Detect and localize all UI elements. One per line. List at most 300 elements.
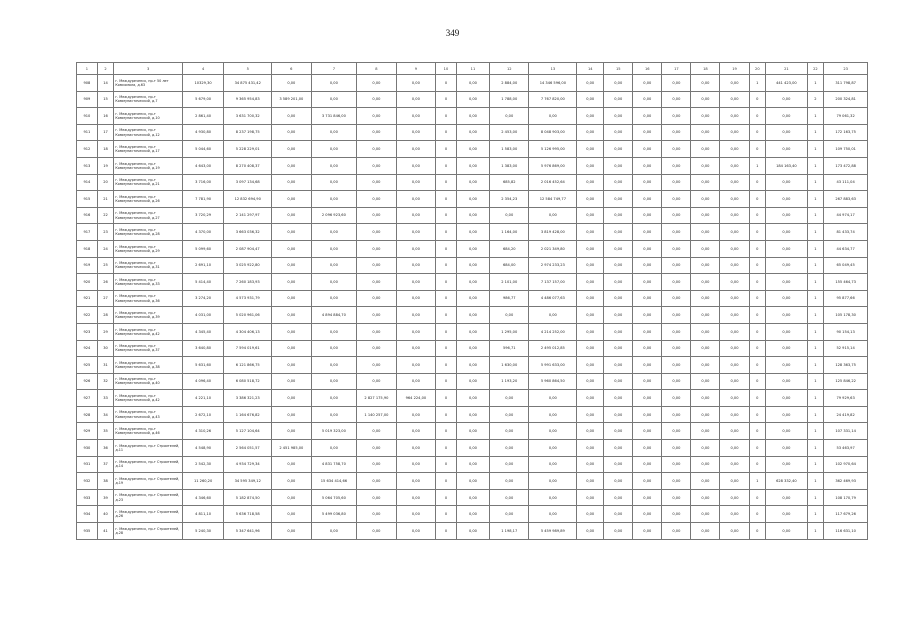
table-cell: 0,00 <box>633 357 662 374</box>
table-cell: 0,00 <box>691 390 720 407</box>
table-cell: 1 <box>807 406 824 423</box>
table-cell: 25 <box>97 257 114 274</box>
table-cell: 4 831 758,70 <box>311 456 357 473</box>
table-cell: 913 <box>77 157 98 174</box>
table-cell: 0,00 <box>490 108 529 125</box>
table-row <box>77 340 868 357</box>
table-cell: 0,00 <box>396 290 435 307</box>
table-cell: 0,00 <box>662 323 691 340</box>
address-cell: г. Междуреченск, пр-т Строителей, д.14 <box>114 456 183 473</box>
table-cell: 0,00 <box>691 506 720 523</box>
table-cell: 0,00 <box>720 124 749 141</box>
table-cell: 684,20 <box>490 240 529 257</box>
table-cell: 1 383,00 <box>490 157 529 174</box>
table-cell: 0 <box>436 307 457 324</box>
table-cell: 0 <box>749 141 766 158</box>
table-cell: 0,00 <box>577 141 604 158</box>
address-cell: г. Междуреченск, пр-т Коммунистический, д.29 <box>114 240 183 257</box>
table-cell: 0,00 <box>272 224 311 241</box>
table-cell: 0,00 <box>691 373 720 390</box>
table-cell: 1 <box>807 290 824 307</box>
table-cell: 0,00 <box>357 91 396 108</box>
table-cell: 0,00 <box>720 473 749 490</box>
table-cell: 0,00 <box>396 440 435 457</box>
table-cell: 0,00 <box>311 340 357 357</box>
table-cell: 0,00 <box>662 406 691 423</box>
table-cell: 685,82 <box>490 174 529 191</box>
table-cell: 0,00 <box>633 307 662 324</box>
table-cell: 27 <box>97 290 114 307</box>
table-cell: 4 304 406,13 <box>224 323 272 340</box>
table-cell: 18 <box>97 141 114 158</box>
table-cell: 0,00 <box>311 274 357 291</box>
table-cell: 0,00 <box>577 357 604 374</box>
table-cell: 0,00 <box>577 75 604 92</box>
table-cell: 0 <box>436 406 457 423</box>
table-cell: 0 <box>749 357 766 374</box>
address-cell: г. Междуреченск, пр-т Строителей, д.23 <box>114 489 183 506</box>
table-cell: 2 016 452,64 <box>529 174 577 191</box>
table-cell: 0,00 <box>272 207 311 224</box>
table-cell: 0 <box>436 191 457 208</box>
table-cell: 0,00 <box>662 440 691 457</box>
table-cell: 4 573 931,79 <box>224 290 272 307</box>
table-cell: 0,00 <box>529 440 577 457</box>
table-cell: 0,00 <box>311 373 357 390</box>
table-cell: 5 631,60 <box>182 357 224 374</box>
table-cell: 1 <box>807 124 824 141</box>
table-row <box>77 423 868 440</box>
table-cell: 0,00 <box>272 141 311 158</box>
table-cell: 911 <box>77 124 98 141</box>
table-cell: 0,00 <box>720 91 749 108</box>
table-cell: 0,00 <box>357 506 396 523</box>
table-cell: 0,00 <box>691 423 720 440</box>
table-cell: 0,00 <box>396 373 435 390</box>
table-cell: 12 832 694,90 <box>224 191 272 208</box>
table-cell: 2 096 923,60 <box>311 207 357 224</box>
table-cell: 0,00 <box>396 456 435 473</box>
table-cell: 0,00 <box>456 523 489 540</box>
column-header: 1 <box>77 63 98 75</box>
table-row <box>77 506 868 523</box>
table-cell: 0,00 <box>357 274 396 291</box>
table-cell: 0,00 <box>633 75 662 92</box>
table-cell: 0,00 <box>691 323 720 340</box>
table-cell: 0,00 <box>577 489 604 506</box>
table-cell: 14 <box>97 75 114 92</box>
table-cell: 915 <box>77 191 98 208</box>
table-cell: 0,00 <box>577 124 604 141</box>
table-cell: 0,00 <box>766 523 808 540</box>
table-cell: 0,00 <box>766 240 808 257</box>
table-cell: 0,00 <box>766 373 808 390</box>
table-cell: 3 025 922,80 <box>224 257 272 274</box>
table-cell: 0 <box>436 440 457 457</box>
table-cell: 0,00 <box>311 390 357 407</box>
table-cell: 0,00 <box>662 456 691 473</box>
table-cell: 0,00 <box>272 257 311 274</box>
column-header: 13 <box>529 63 577 75</box>
column-header: 2 <box>97 63 114 75</box>
table-cell: 0,00 <box>577 174 604 191</box>
column-header: 10 <box>436 63 457 75</box>
table-row <box>77 274 868 291</box>
table-cell: 0,00 <box>691 141 720 158</box>
table-cell: 0,00 <box>272 523 311 540</box>
address-cell: г. Междуреченск, пр-т Коммунистический, д.40 <box>114 373 183 390</box>
table-row <box>77 75 868 92</box>
table-cell: 4 643,00 <box>182 157 224 174</box>
table-cell: 0,00 <box>396 124 435 141</box>
table-cell: 930 <box>77 440 98 457</box>
table-cell: 0,00 <box>662 257 691 274</box>
table-cell: 8 048 903,00 <box>529 124 577 141</box>
table-cell: 267 883,63 <box>824 191 868 208</box>
table-cell: 0,00 <box>766 489 808 506</box>
table-cell: 0,00 <box>633 390 662 407</box>
table-cell: 0,00 <box>456 440 489 457</box>
table-cell: 0,00 <box>396 207 435 224</box>
table-cell: 117 679,26 <box>824 506 868 523</box>
column-header: 9 <box>396 63 435 75</box>
table-cell: 0,00 <box>357 340 396 357</box>
table-cell: 0,00 <box>720 108 749 125</box>
table-cell: 0,00 <box>691 406 720 423</box>
table-cell: 5 976 869,00 <box>529 157 577 174</box>
table-cell: 1 <box>807 523 824 540</box>
table-cell: 0 <box>749 91 766 108</box>
table-cell: 0,00 <box>272 423 311 440</box>
table-cell: 0,00 <box>357 124 396 141</box>
table-cell: 0,00 <box>456 423 489 440</box>
table-cell: 24 419,82 <box>824 406 868 423</box>
table-cell: 0,00 <box>357 240 396 257</box>
table-cell: 0,00 <box>456 489 489 506</box>
table-cell: 3 716,00 <box>182 174 224 191</box>
column-header: 22 <box>807 63 824 75</box>
table-cell: 0 <box>749 274 766 291</box>
table-cell: 0,00 <box>577 91 604 108</box>
table-cell: 3 589 201,00 <box>272 91 311 108</box>
table-cell: 0,00 <box>456 473 489 490</box>
table-cell: 95 877,66 <box>824 290 868 307</box>
address-cell: г. Междуреченск, пр-т Коммунистический, д.12 <box>114 124 183 141</box>
address-cell: г. Междуреченск, пр-т Коммунистический, д.42 <box>114 390 183 407</box>
table-cell: 4 031,00 <box>182 307 224 324</box>
table-row <box>77 456 868 473</box>
table-cell: 0,00 <box>490 456 529 473</box>
table-cell: 0,00 <box>529 423 577 440</box>
table-cell: 0,00 <box>633 456 662 473</box>
column-header: 6 <box>272 63 311 75</box>
table-cell: 0,00 <box>529 108 577 125</box>
table-cell: 441 423,00 <box>766 75 808 92</box>
table-cell: 2 861,40 <box>182 108 224 125</box>
address-cell: г. Междуреченск, пр-т Строителей, д.26 <box>114 506 183 523</box>
table-cell: 0,00 <box>720 157 749 174</box>
address-cell: г. Междуреченск, пр-т Коммунистический, д.31 <box>114 257 183 274</box>
table-cell: 0,00 <box>396 423 435 440</box>
table-cell: 1 <box>807 489 824 506</box>
table-cell: 37 <box>97 456 114 473</box>
table-cell: 0,00 <box>720 141 749 158</box>
table-row <box>77 157 868 174</box>
table-cell: 0,00 <box>577 390 604 407</box>
address-cell: г. Междуреченск, пр-т Коммунистический, д.10 <box>114 108 183 125</box>
table-cell: 0,00 <box>577 473 604 490</box>
table-cell: 311 798,87 <box>824 75 868 92</box>
table-cell: 0,00 <box>691 307 720 324</box>
table-cell: 0,00 <box>720 523 749 540</box>
table-cell: 1 <box>807 274 824 291</box>
table-cell: 0,00 <box>633 91 662 108</box>
table-cell: 5 044,60 <box>182 141 224 158</box>
table-cell: 0,00 <box>456 406 489 423</box>
table-cell: 0,00 <box>272 373 311 390</box>
table-cell: 0,00 <box>766 191 808 208</box>
table-cell: 914 <box>77 174 98 191</box>
table-cell: 0,00 <box>577 323 604 340</box>
table-cell: 1 <box>807 506 824 523</box>
table-cell: 1 788,00 <box>490 91 529 108</box>
address-cell: г. Междуреченск, пр-т Коммунистический, д.7 <box>114 91 183 108</box>
column-header: 5 <box>224 63 272 75</box>
table-cell: 0,00 <box>604 473 633 490</box>
table-cell: 0,00 <box>691 75 720 92</box>
table-cell: 0,00 <box>633 191 662 208</box>
table-cell: 0,00 <box>766 423 808 440</box>
table-cell: 19 <box>97 157 114 174</box>
table-cell: 5 347 641,96 <box>224 523 272 540</box>
table-cell: 0,00 <box>311 357 357 374</box>
table-cell: 0,00 <box>490 406 529 423</box>
table-cell: 172 163,75 <box>824 124 868 141</box>
table-cell: 200 324,81 <box>824 91 868 108</box>
table-cell: 0,00 <box>357 489 396 506</box>
table-cell: 362 469,93 <box>824 473 868 490</box>
table-cell: 1 630,00 <box>490 357 529 374</box>
address-cell: г. Междуреченск, пр-т Коммунистический, д.38 <box>114 357 183 374</box>
table-cell: 39 <box>97 489 114 506</box>
table-cell: 0,00 <box>456 240 489 257</box>
table-cell: 3 097 134,68 <box>224 174 272 191</box>
table-cell: 0,00 <box>357 290 396 307</box>
table-cell: 1 <box>807 390 824 407</box>
table-cell: 0,00 <box>691 440 720 457</box>
table-cell: 0 <box>436 340 457 357</box>
table-cell: 0,00 <box>662 141 691 158</box>
table-cell: 0,00 <box>577 108 604 125</box>
table-cell: 0,00 <box>396 257 435 274</box>
table-row <box>77 124 868 141</box>
table-cell: 65 049,45 <box>824 257 868 274</box>
table-cell: 4 894 884,70 <box>311 307 357 324</box>
table-cell: 0,00 <box>604 373 633 390</box>
table-cell: 0 <box>749 523 766 540</box>
table-cell: 0,00 <box>396 157 435 174</box>
table-cell: 4 548,90 <box>182 440 224 457</box>
table-row <box>77 357 868 374</box>
table-cell: 0,00 <box>456 456 489 473</box>
table-row <box>77 191 868 208</box>
table-cell: 926 <box>77 373 98 390</box>
table-cell: 1 583,00 <box>490 141 529 158</box>
table-cell: 0,00 <box>604 91 633 108</box>
table-cell: 0,00 <box>396 307 435 324</box>
table-cell: 155 464,73 <box>824 274 868 291</box>
table-cell: 0,00 <box>272 489 311 506</box>
table-cell: 0,00 <box>272 240 311 257</box>
table-cell: 0,00 <box>490 423 529 440</box>
table-cell: 1 198,17 <box>490 523 529 540</box>
table-cell: 0,00 <box>396 91 435 108</box>
table-cell: 0,00 <box>357 108 396 125</box>
table-cell: 52 915,14 <box>824 340 868 357</box>
table-cell: 0,00 <box>311 523 357 540</box>
table-cell: 0,00 <box>691 191 720 208</box>
address-cell: г. Междуреченск, пр-т Коммунистический, д.39 <box>114 307 183 324</box>
table-cell: 986,77 <box>490 290 529 307</box>
table-cell: 0 <box>749 191 766 208</box>
table-cell: 24 <box>97 240 114 257</box>
table-cell: 6 121 866,75 <box>224 357 272 374</box>
address-cell: г. Междуреченск, пр-т Коммунистический, д.28 <box>114 224 183 241</box>
table-cell: 0,00 <box>272 174 311 191</box>
table-cell: 0,00 <box>691 91 720 108</box>
table-row <box>77 141 868 158</box>
table-cell: 12 584 749,77 <box>529 191 577 208</box>
table-cell: 4 370,00 <box>182 224 224 241</box>
table-cell: 0,00 <box>357 473 396 490</box>
table-cell: 0,00 <box>311 191 357 208</box>
table-cell: 929 <box>77 423 98 440</box>
table-cell: 0,00 <box>272 456 311 473</box>
table-cell: 0,00 <box>490 506 529 523</box>
table-cell: 0,00 <box>490 473 529 490</box>
table-cell: 0,00 <box>311 406 357 423</box>
table-row <box>77 390 868 407</box>
table-cell: 0,00 <box>633 290 662 307</box>
table-cell: 0,00 <box>456 75 489 92</box>
table-cell: 0,00 <box>311 157 357 174</box>
table-cell: 0,00 <box>396 323 435 340</box>
table-cell: 0,00 <box>272 274 311 291</box>
table-cell: 1 <box>807 373 824 390</box>
table-cell: 0,00 <box>691 224 720 241</box>
table-cell: 1 <box>807 456 824 473</box>
table-cell: 0,00 <box>720 406 749 423</box>
table-cell: 0 <box>749 406 766 423</box>
table-cell: 0,00 <box>529 456 577 473</box>
table-cell: 26 <box>97 274 114 291</box>
table-cell: 0,00 <box>456 373 489 390</box>
table-cell: 912 <box>77 141 98 158</box>
table-cell: 5 679,00 <box>182 91 224 108</box>
table-cell: 0,00 <box>311 224 357 241</box>
table-cell: 0 <box>436 357 457 374</box>
table-cell: 1 <box>807 141 824 158</box>
table-cell: 0,00 <box>577 191 604 208</box>
table-cell: 0 <box>436 75 457 92</box>
table-cell: 0,00 <box>633 157 662 174</box>
table-cell: 0,00 <box>456 108 489 125</box>
table-cell: 0,00 <box>766 506 808 523</box>
table-cell: 0,00 <box>766 108 808 125</box>
table-cell: 0,00 <box>456 307 489 324</box>
table-cell: 105 178,30 <box>824 307 868 324</box>
table-cell: 1 193,20 <box>490 373 529 390</box>
table-row <box>77 373 868 390</box>
table-cell: 0,00 <box>720 75 749 92</box>
table-cell: 0,00 <box>396 191 435 208</box>
table-cell: 4 310,26 <box>182 423 224 440</box>
table-cell: 0,00 <box>691 174 720 191</box>
table-cell: 0,00 <box>691 473 720 490</box>
table-cell: 5 636 718,58 <box>224 506 272 523</box>
table-cell: 0,00 <box>604 75 633 92</box>
table-cell: 5 019 323,00 <box>311 423 357 440</box>
table-cell: 21 <box>97 191 114 208</box>
table-cell: 0,00 <box>766 141 808 158</box>
table-cell: 0,00 <box>662 473 691 490</box>
column-header: 17 <box>662 63 691 75</box>
table-cell: 0,00 <box>311 124 357 141</box>
table-cell: 0 <box>436 108 457 125</box>
table-cell: 0 <box>436 224 457 241</box>
table-cell: 109 750,01 <box>824 141 868 158</box>
table-cell: 28 <box>97 307 114 324</box>
table-cell: 931 <box>77 456 98 473</box>
table-cell: 0,00 <box>720 373 749 390</box>
table-cell: 4 345,40 <box>182 323 224 340</box>
table-cell: 0,00 <box>633 224 662 241</box>
table-cell: 0,00 <box>357 307 396 324</box>
table-cell: 3 631 700,32 <box>224 108 272 125</box>
table-cell: 11 260,20 <box>182 473 224 490</box>
table-row <box>77 108 868 125</box>
table-cell: 0 <box>436 141 457 158</box>
table-cell: 0,00 <box>604 240 633 257</box>
table-cell: 0,00 <box>662 75 691 92</box>
table-row <box>77 257 868 274</box>
table-cell: 0,00 <box>766 323 808 340</box>
table-cell: 0,00 <box>604 390 633 407</box>
table-cell: 0 <box>749 390 766 407</box>
address-cell: г. Междуреченск, пр-т Коммунистический, д.42 <box>114 323 183 340</box>
table-cell: 933 <box>77 489 98 506</box>
table-cell: 1 140 257,00 <box>357 406 396 423</box>
table-cell: 0,00 <box>720 224 749 241</box>
table-cell: 1 <box>807 340 824 357</box>
table-cell: 0,00 <box>272 506 311 523</box>
table-cell: 0,00 <box>529 207 577 224</box>
table-cell: 1 <box>807 473 824 490</box>
table-cell: 0,00 <box>633 174 662 191</box>
table-cell: 7 260 183,93 <box>224 274 272 291</box>
table-cell: 1 <box>807 75 824 92</box>
table-row <box>77 290 868 307</box>
table-cell: 0,00 <box>396 357 435 374</box>
table-cell: 0,00 <box>272 124 311 141</box>
table-cell: 2 <box>807 91 824 108</box>
table-cell: 0,00 <box>311 323 357 340</box>
table-cell: 0,00 <box>577 257 604 274</box>
table-cell: 0,00 <box>490 489 529 506</box>
table-cell: 1 <box>807 423 824 440</box>
table-cell: 0,00 <box>604 141 633 158</box>
table-cell: 0,00 <box>766 91 808 108</box>
